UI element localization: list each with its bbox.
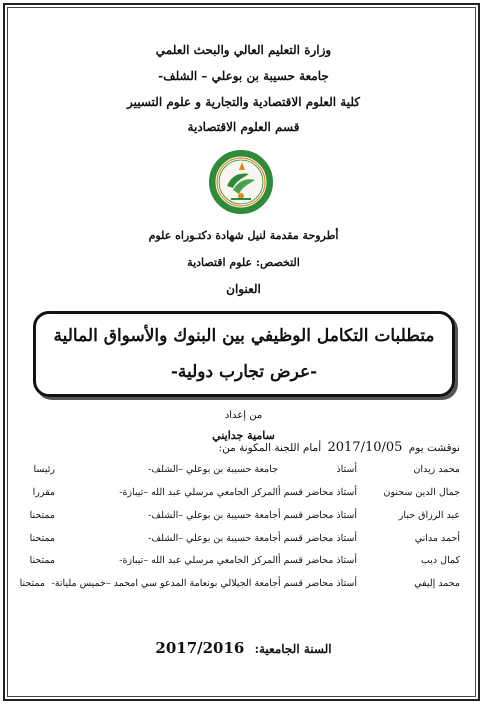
jury-member-name: أحمد مداني <box>414 533 460 544</box>
jury-row <box>0 487 487 505</box>
jury-row <box>0 533 487 551</box>
ministry-line: وزارة التعليم العالي والبحث العلمي <box>155 43 332 57</box>
jury-member-rank: أستاذ محاضر قسم أ <box>277 555 357 566</box>
author-name: سامية جدايني <box>212 429 275 442</box>
title-label: العنوان <box>226 282 261 296</box>
jury-intro-prefix: نوقشت يوم <box>408 442 460 454</box>
jury-member-institution: المركز الجامعي مرسلي عبد الله –تيبازة- <box>119 487 278 498</box>
jury-member-role: ممتحنا <box>29 510 55 521</box>
jury-member-institution: جامعة حسيبة بن بوعلي –الشلف- <box>148 464 278 475</box>
jury-member-name: كمال ديب <box>420 555 460 566</box>
jury-member-rank: أستاذ محاضر قسم أ <box>277 510 357 521</box>
jury-member-rank: أستاذ محاضر قسم أ <box>277 533 357 544</box>
academic-year-label: السنة الجامعية: <box>254 642 332 656</box>
academic-year <box>0 639 487 657</box>
jury-member-role: ممتحنا <box>29 555 55 566</box>
jury-member-institution: جامعة الجيلالي بونعامة المدعو سي امحمد –خميس مليانة- <box>51 578 278 589</box>
prepared-by-label: من إعداد <box>224 410 263 421</box>
jury-row <box>0 555 487 573</box>
thesis-title-main: متطلبات التكامل الوظيفي بين البنوك والأسواق المالية <box>53 326 435 346</box>
defense-date: 2017/10/05 <box>327 440 403 455</box>
jury-member-role: رئيسا <box>33 464 55 475</box>
jury-member-name: محمد زيدان <box>413 464 460 475</box>
jury-member-name: جمال الدين سحنون <box>383 487 460 498</box>
jury-member-rank: أستاذ محاضر قسم أ <box>277 578 357 589</box>
university-line: جامعة حسيبة بن بوعلي – الشلف- <box>158 69 329 83</box>
jury-row <box>0 510 487 528</box>
jury-member-name: محمد إليفي <box>414 578 460 589</box>
jury-intro-suffix: أمام اللجنة المكونة من: <box>218 442 322 454</box>
jury-member-rank: أستاذ محاضر قسم أ <box>277 487 357 498</box>
thesis-title-subtitle: -عرض تجارب دولية- <box>170 362 318 382</box>
jury-member-role: ممتحنا <box>19 578 45 589</box>
faculty-line: كلية العلوم الاقتصادية والتجارية و علوم التسيير <box>126 95 360 109</box>
degree-line: أطروحة مقدمة لنيل شهادة دكتـوراه علوم <box>148 229 339 242</box>
jury-member-rank: أستاذ <box>336 464 357 475</box>
jury-row <box>0 578 487 596</box>
jury-member-institution: جامعة حسيبة بن بوعلي –الشلف- <box>148 510 278 521</box>
jury-row <box>0 464 487 482</box>
thesis-title-box <box>33 311 455 397</box>
jury-member-institution: المركز الجامعي مرسلي عبد الله –تيبازة- <box>119 555 278 566</box>
jury-member-role: ممتحنا <box>29 533 55 544</box>
jury-member-name: عبد الرزاق حبار <box>398 510 460 521</box>
department-line: قسم العلوم الاقتصادية <box>187 120 300 134</box>
jury-intro <box>219 440 460 455</box>
specialty-line: التخصص: علوم اقتصادية <box>187 256 300 269</box>
jury-member-institution: جامعة حسيبة بن بوعلي –الشلف- <box>148 533 278 544</box>
academic-year-value: 2017/2016 <box>155 639 245 657</box>
university-seal-icon <box>209 150 273 214</box>
jury-member-role: مقررا <box>32 487 55 498</box>
